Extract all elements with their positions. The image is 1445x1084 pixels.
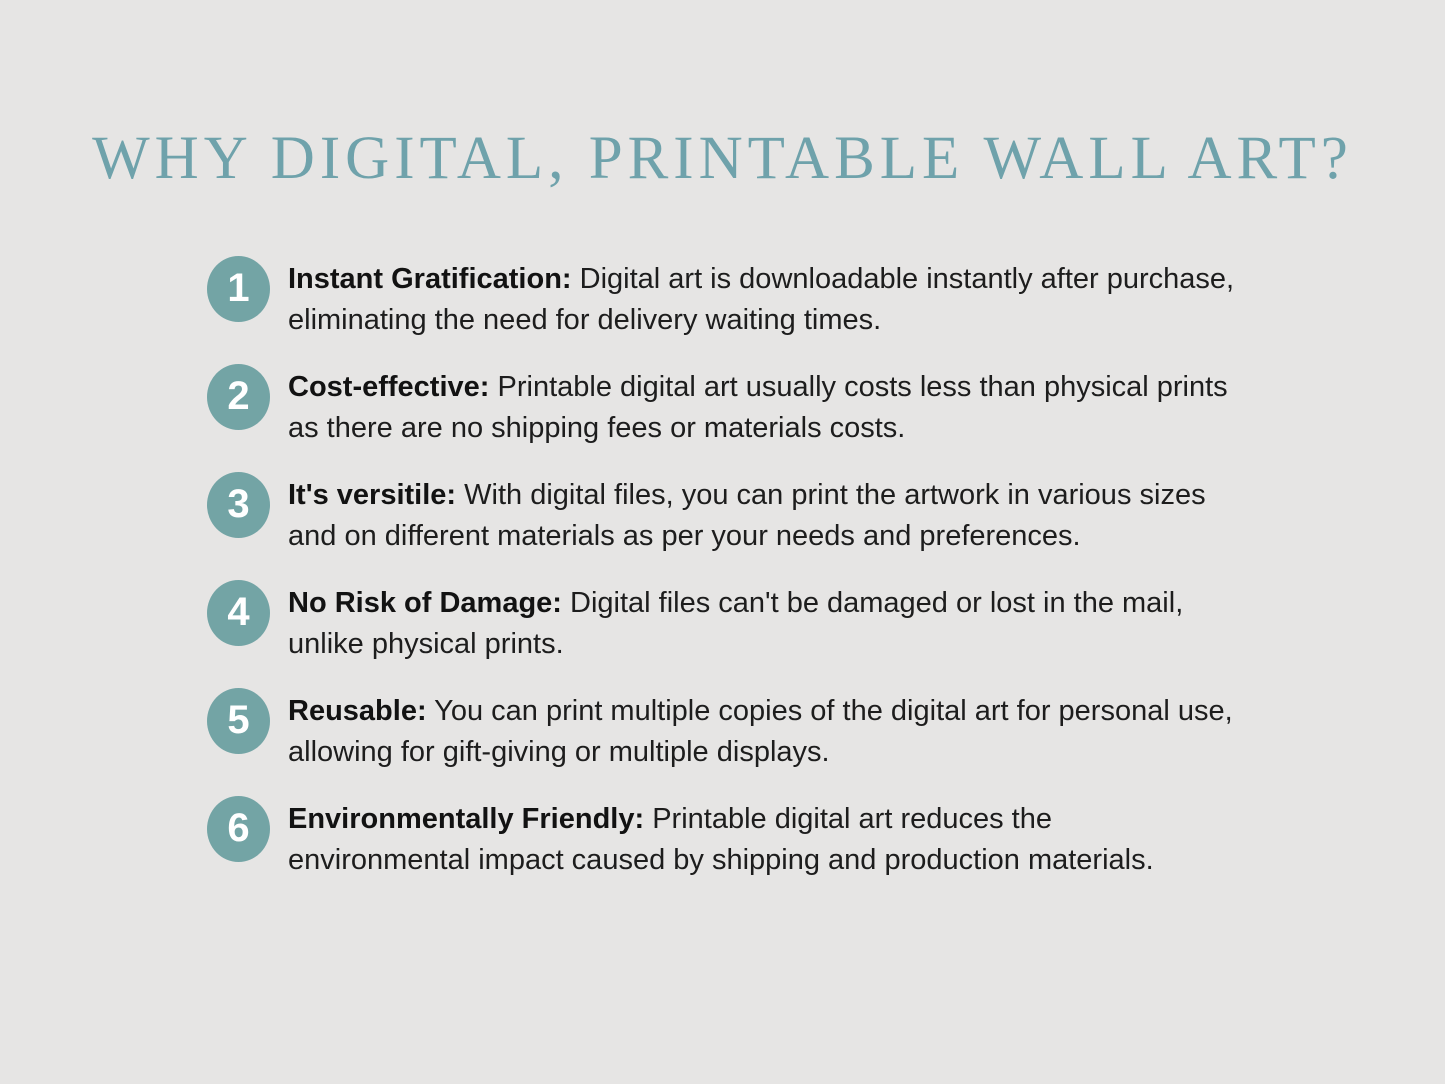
benefits-list (207, 253, 1237, 881)
item-label: It's versitile: (288, 479, 457, 511)
badge-number: 4 (227, 590, 250, 634)
list-item (207, 469, 1237, 557)
list-item (207, 793, 1237, 881)
item-text (288, 793, 1237, 881)
list-item (207, 685, 1237, 773)
item-description: Printable digital art usually costs less than physical prints as there are no shipping fees or materials costs. (288, 371, 1228, 444)
item-label: Cost-effective: (288, 371, 490, 403)
number-badge (207, 364, 270, 430)
item-label: Instant Gratification: (288, 263, 572, 295)
item-text (288, 685, 1237, 773)
item-description: Digital files can't be damaged or lost in the mail, unlike physical prints. (288, 587, 1184, 660)
number-badge (207, 256, 270, 322)
number-badge (207, 472, 270, 538)
item-description: Digital art is downloadable instantly after purchase, eliminating the need for delivery waiting times. (288, 263, 1235, 336)
badge-number: 1 (227, 266, 250, 310)
item-label: Reusable: (288, 695, 427, 727)
list-item (207, 361, 1237, 449)
item-description: You can print multiple copies of the digital art for personal use, allowing for gift-giving or multiple displays. (288, 695, 1233, 768)
badge-number: 3 (227, 482, 250, 526)
item-description: Printable digital art reduces the environmental impact caused by shipping and production materials. (288, 803, 1154, 876)
item-text (288, 361, 1237, 449)
number-badge (207, 796, 270, 862)
item-label: No Risk of Damage: (288, 587, 562, 619)
item-label: Environmentally Friendly: (288, 803, 645, 835)
item-text (288, 253, 1237, 341)
badge-number: 6 (227, 806, 250, 850)
list-item (207, 577, 1237, 665)
item-text (288, 469, 1237, 557)
number-badge (207, 580, 270, 646)
badge-number: 5 (227, 698, 250, 742)
item-description: With digital files, you can print the artwork in various sizes and on different materials as per your needs and preferences. (288, 479, 1206, 552)
number-badge (207, 688, 270, 754)
badge-number: 2 (227, 374, 250, 418)
item-text (288, 577, 1237, 665)
list-item (207, 253, 1237, 341)
page-title: WHY DIGITAL, PRINTABLE WALL ART? (92, 125, 1353, 192)
